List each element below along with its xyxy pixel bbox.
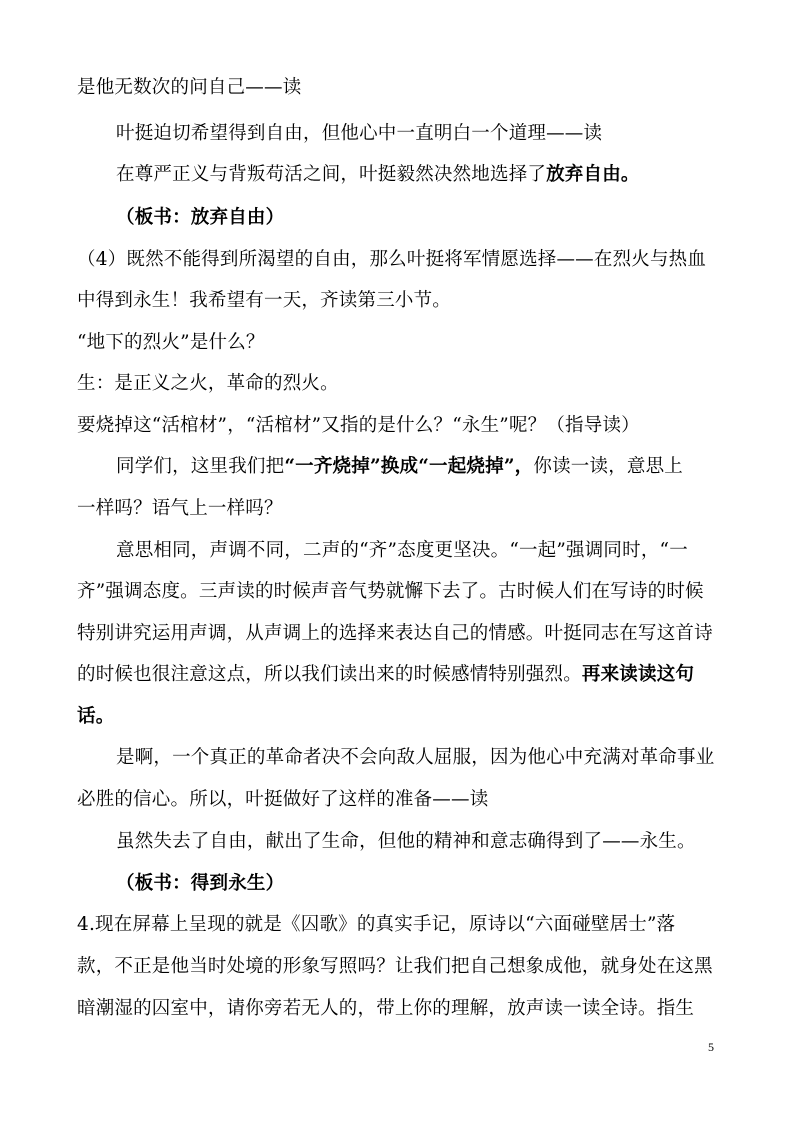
text-line: 中得到永生！我希望有一天，齐读第三小节。 xyxy=(77,290,452,311)
text-line: 一样吗？语气上一样吗？ xyxy=(77,498,283,519)
text-line xyxy=(116,455,683,479)
text-line: 要烧掉这“活棺材”，“活棺材”又指的是什么？“永生”呢？（指导读） xyxy=(77,415,640,436)
text-line: （4）既然不能得到所渴望的自由，那么叶挺将军情愿选择——在烈火与热血 xyxy=(77,249,707,270)
text-line: 4.现在屏幕上呈现的就是《囚歌》的真实手记，原诗以“六面碰壁居士”落 xyxy=(77,914,676,935)
bold-text: 再来读读这句 xyxy=(581,664,695,685)
text-line: 款，不正是他当时处境的形象写照吗？让我们把自己想象成他，就身处在这黑 xyxy=(77,956,713,977)
text-line: 意思相同，声调不同，二声的“齐”态度更坚决。“一起”强调同时，“一 xyxy=(116,540,688,561)
text-line: 是他无数次的问自己——读 xyxy=(77,77,302,98)
bold-text: “一齐烧掉”换成“一起烧掉”， xyxy=(284,456,534,477)
text-line xyxy=(116,163,640,187)
page-number: 5 xyxy=(708,1040,714,1054)
text-line: 叶挺迫切希望得到自由，但他心中一直明白一个道理——读 xyxy=(116,123,603,144)
text-segment: 同学们，这里我们把 xyxy=(116,456,285,477)
text-segment: 在尊严正义与背叛苟活之间，叶挺毅然决然地选择了 xyxy=(116,164,547,185)
text-segment: 的时候也很注意这点，所以我们读出来的时候感情特别强烈。 xyxy=(77,664,582,685)
text-line: 特别讲究运用声调，从声调上的选择来表达自己的情感。叶挺同志在写这首诗 xyxy=(77,623,713,644)
text-line: 生：是正义之火，革命的烈火。 xyxy=(77,373,339,394)
text-line: 必胜的信心。所以，叶挺做好了这样的准备——读 xyxy=(77,789,489,810)
text-line: 齐”强调态度。三声读的时候声音气势就懈下去了。古时候人们在写诗的时候 xyxy=(77,581,704,602)
text-line: 暗潮湿的囚室中，请你旁若无人的，带上你的理解，放声读一读全诗。指生 xyxy=(77,998,695,1019)
text-segment: 你读一读，意思上 xyxy=(533,456,683,477)
text-line: 是啊，一个真正的革命者决不会向敌人屈服，因为他心中充满对革命事业 xyxy=(116,747,715,768)
blackboard-note: （板书：得到永生） xyxy=(116,873,285,894)
text-line: “地下的烈火”是什么？ xyxy=(77,332,265,353)
text-line xyxy=(77,663,694,687)
blackboard-note: （板书：放弃自由） xyxy=(116,207,285,228)
text-line: 话。 xyxy=(77,706,115,727)
bold-text: 放弃自由。 xyxy=(546,164,640,185)
text-line: 虽然失去了自由，献出了生命，但他的精神和意志确得到了——永生。 xyxy=(116,831,696,852)
